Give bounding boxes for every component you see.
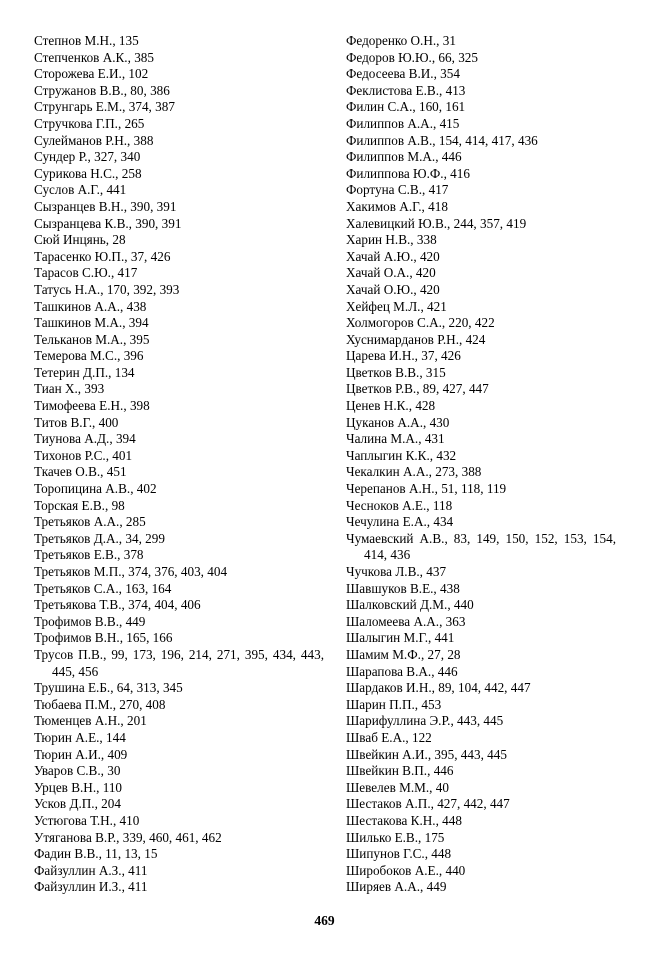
- index-entry: Ткачев О.В., 451: [34, 464, 127, 480]
- index-entry: Чечулина Е.А., 434: [346, 514, 454, 530]
- index-entry: Струнгарь Е.М., 374, 387: [34, 99, 175, 115]
- index-entry: Урцев В.Н., 110: [34, 779, 123, 795]
- index-entry: Чалина М.А., 431: [346, 431, 445, 447]
- index-entry: Трофимов В.Н., 165, 166: [34, 630, 173, 646]
- index-entry: Швейкин А.И., 395, 443, 445: [346, 746, 507, 762]
- index-entry: Филиппов А.А., 415: [346, 115, 460, 131]
- index-entry: Тарасенко Ю.П., 37, 426: [34, 248, 171, 264]
- index-entry: Фортуна С.В., 417: [346, 182, 449, 198]
- index-entry: Сторожева Е.И., 102: [34, 66, 149, 82]
- index-entry: Харин Н.В., 338: [346, 232, 437, 248]
- index-entry: Федоренко О.Н., 31: [346, 33, 456, 48]
- index-entry: Торская Е.В., 98: [34, 497, 125, 513]
- index-entry: Тюрин А.Е., 144: [34, 729, 126, 745]
- index-entry: Тиунова А.Д., 394: [34, 431, 136, 447]
- index-entry: Хакимов А.Г., 418: [346, 198, 448, 214]
- index-entry: Сундер Р., 327, 340: [34, 149, 141, 165]
- index-entry: Торопицина А.В., 402: [34, 481, 157, 497]
- index-entry: Шамим М.Ф., 27, 28: [346, 646, 461, 662]
- index-entry: Холмогоров С.А., 220, 422: [346, 315, 495, 331]
- index-entry: Феклистова Е.В., 413: [346, 82, 466, 98]
- index-entry: Хачай А.Ю., 420: [346, 248, 440, 264]
- index-entry: Сызранцева К.В., 390, 391: [34, 215, 182, 231]
- index-entry: Сюй Инцянь, 28: [34, 232, 126, 248]
- index-entry: Тарасов С.Ю., 417: [34, 265, 138, 281]
- index-entry: Чумаевский А.В., 83, 149, 150, 152, 153, 154, 414, 436: [346, 530, 616, 563]
- index-column-right: [346, 33, 616, 896]
- index-entry: Степченков А.К., 385: [34, 49, 154, 65]
- index-entry: Трофимов В.В., 449: [34, 613, 146, 629]
- index-entry: Царева И.Н., 37, 426: [346, 348, 461, 364]
- index-entry: Фадин В.В., 11, 13, 15: [34, 846, 158, 862]
- index-entry: Третьяков С.А., 163, 164: [34, 580, 172, 596]
- index-entry: Ташкинов М.А., 394: [34, 315, 149, 331]
- index-entry: Хуснимарданов Р.Н., 424: [346, 331, 486, 347]
- index-entry: Чаплыгин К.К., 432: [346, 447, 457, 463]
- index-entry: Трушина Е.Б., 64, 313, 345: [34, 680, 183, 696]
- index-entry: Шипунов Г.С., 448: [346, 846, 452, 862]
- index-entry: Ценев Н.К., 428: [346, 398, 436, 414]
- index-entry: Цветков Р.В., 89, 427, 447: [346, 381, 489, 397]
- index-entry: Стручкова Г.П., 265: [34, 115, 145, 131]
- index-entry: Тюменцев А.Н., 201: [34, 713, 147, 729]
- index-entry: Сулейманов Р.Н., 388: [34, 132, 154, 148]
- index-entry: Филиппов А.В., 154, 414, 417, 436: [346, 132, 538, 148]
- index-entry: Филин С.А., 160, 161: [346, 99, 466, 115]
- index-entry: Тихонов Р.С., 401: [34, 447, 133, 463]
- index-entry: Суслов А.Г., 441: [34, 182, 127, 198]
- index-entry: Халевицкий Ю.В., 244, 357, 419: [346, 215, 527, 231]
- index-entry: Шарин П.П., 453: [346, 696, 442, 712]
- index-entry: Шевелев М.М., 40: [346, 779, 449, 795]
- index-entry: Тельканов М.А., 395: [34, 331, 150, 347]
- index-entry: Хачай О.А., 420: [346, 265, 436, 281]
- index-entry: Темерова М.С., 396: [34, 348, 144, 364]
- index-entry: Широбоков А.Е., 440: [346, 862, 466, 878]
- index-entry: Шестаков А.П., 427, 442, 447: [346, 796, 510, 812]
- index-entry: Титов В.Г., 400: [34, 414, 119, 430]
- index-entry: Шаломеева А.А., 363: [346, 613, 466, 629]
- index-entry: Ташкинов А.А., 438: [34, 298, 147, 314]
- index-entry: Тимофеева Е.Н., 398: [34, 398, 150, 414]
- index-column-left: [34, 33, 324, 896]
- index-entry: Швейкин В.П., 446: [346, 763, 454, 779]
- index-entry: Татусь Н.А., 170, 392, 393: [34, 281, 180, 297]
- index-entry: Третьякова Т.В., 374, 404, 406: [34, 597, 201, 613]
- index-entry: Шарифуллина Э.Р., 443, 445: [346, 713, 504, 729]
- index-entry: Третьяков Д.А., 34, 299: [34, 530, 165, 546]
- index-entry: Шваб Е.А., 122: [346, 729, 432, 745]
- index-entry: Файзуллин А.З., 411: [34, 862, 148, 878]
- index-entry: Тюбаева П.М., 270, 408: [34, 696, 166, 712]
- index-entry: Ширяев А.А., 449: [346, 879, 447, 895]
- index-entry: Шардаков И.Н., 89, 104, 442, 447: [346, 680, 531, 696]
- index-entry: Федосеева В.И., 354: [346, 66, 460, 82]
- index-entry: Трусов П.В., 99, 173, 196, 214, 271, 395, 434, 443, 445, 456: [34, 646, 324, 679]
- index-entry: Федоров Ю.Ю., 66, 325: [346, 49, 478, 65]
- index-entry: Шалыгин М.Г., 441: [346, 630, 455, 646]
- index-entry: Чесноков А.Е., 118: [346, 497, 453, 513]
- index-entry: Шестакова К.Н., 448: [346, 812, 462, 828]
- index-entry: Степнов М.Н., 135: [34, 33, 139, 48]
- index-entry: Филиппова Ю.Ф., 416: [346, 165, 470, 181]
- index-entry: Цветков В.В., 315: [346, 364, 446, 380]
- index-entry: Файзуллин И.З., 411: [34, 879, 148, 895]
- index-entry: Шарапова В.А., 446: [346, 663, 458, 679]
- index-entry: Стружанов В.В., 80, 386: [34, 82, 170, 98]
- index-entry: Хейфец М.Л., 421: [346, 298, 447, 314]
- index-entry: Чучкова Л.В., 437: [346, 564, 447, 579]
- index-entry: Утяганова В.Р., 339, 460, 461, 462: [34, 829, 222, 845]
- index-entry: Третьяков А.А., 285: [34, 514, 146, 530]
- index-entry: Шилько Е.В., 175: [346, 829, 445, 845]
- index-entry: Хачай О.Ю., 420: [346, 281, 440, 297]
- index-entry: Шавшуков В.Е., 438: [346, 580, 460, 596]
- index-entry: Филиппов М.А., 446: [346, 149, 462, 165]
- index-entry: Третьяков М.П., 374, 376, 403, 404: [34, 564, 228, 579]
- index-entry: Сурикова Н.С., 258: [34, 165, 142, 181]
- index-entry: Чекалкин А.А., 273, 388: [346, 464, 482, 480]
- index-entry: Цуканов А.А., 430: [346, 414, 450, 430]
- page-number: 469: [314, 913, 335, 928]
- index-entry: Тетерин Д.П., 134: [34, 364, 135, 380]
- index-entry: Шалковский Д.М., 440: [346, 597, 474, 613]
- index-entry: Тюрин А.И., 409: [34, 746, 128, 762]
- index-entry: Тиан Х., 393: [34, 381, 105, 397]
- index-entry: Уваров С.В., 30: [34, 763, 121, 779]
- index-entry: Усков Д.П., 204: [34, 796, 121, 812]
- index-entry: Сызранцев В.Н., 390, 391: [34, 198, 177, 214]
- index-entry: Черепанов А.Н., 51, 118, 119: [346, 481, 507, 497]
- index-entry: Устюгова Т.Н., 410: [34, 812, 140, 828]
- index-entry: Третьяков Е.В., 378: [34, 547, 144, 563]
